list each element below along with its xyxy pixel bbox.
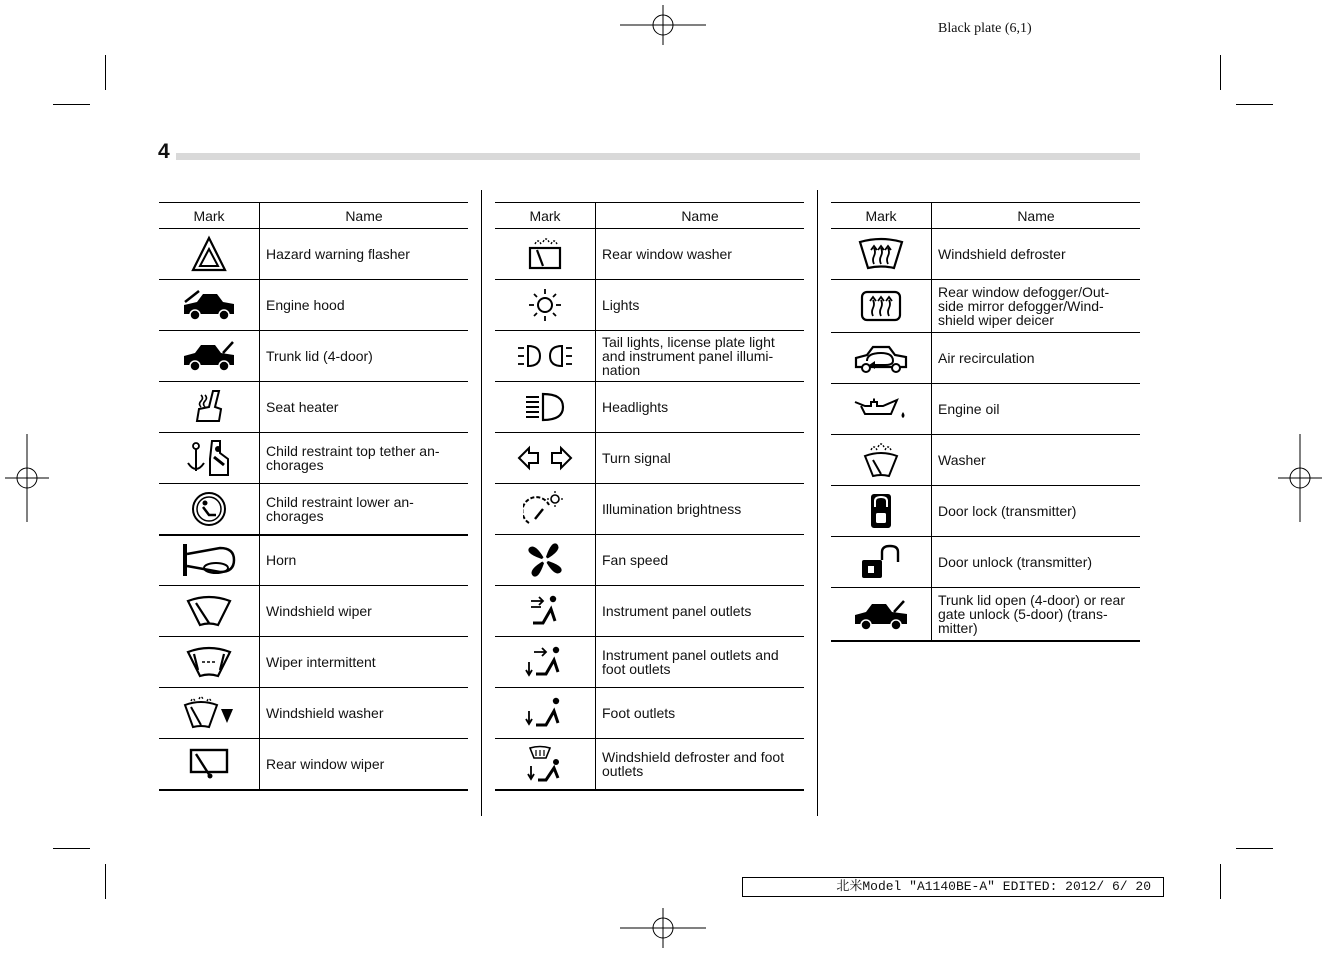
symbol-name: Headlights xyxy=(596,382,805,433)
header-bar xyxy=(176,153,1140,160)
illumination-brightness-icon xyxy=(523,489,567,529)
windshield-defroster-icon xyxy=(856,234,906,274)
door-unlock-icon xyxy=(858,542,904,582)
symbol-name: Hazard warning flasher xyxy=(260,229,469,280)
symbol-name: Fan speed xyxy=(596,535,805,586)
symbol-name: Door lock (transmitter) xyxy=(932,486,1141,537)
child-tether-icon xyxy=(184,437,234,479)
symbols-table-3 xyxy=(831,202,1140,642)
column-header-name: Name xyxy=(260,203,469,229)
engine-oil-icon xyxy=(853,394,909,424)
symbol-name: Rear window defogger/Out-side mirror defogger/Wind-shield wiper deicer xyxy=(932,280,1141,333)
symbol-name: Engine oil xyxy=(932,384,1141,435)
symbol-name: Tail lights, license plate light and instrument panel illumi-nation xyxy=(596,331,805,382)
symbol-name: Horn xyxy=(260,535,469,586)
wiper-intermittent-icon xyxy=(184,642,234,682)
symbol-name: Trunk lid (4-door) xyxy=(260,331,469,382)
edit-info-footer: 北米Model "A1140BE-A" EDITED: 2012/ 6/ 20 xyxy=(742,877,1164,897)
symbol-name: Windshield defroster and foot outlets xyxy=(596,739,805,790)
symbol-name: Child restraint top tether an-chorages xyxy=(260,433,469,484)
symbol-name: Rear window washer xyxy=(596,229,805,280)
symbol-name: Windshield wiper xyxy=(260,586,469,637)
child-lower-anchor-icon xyxy=(189,489,229,529)
crop-mark xyxy=(1236,104,1273,105)
crop-mark xyxy=(105,864,106,899)
crop-mark xyxy=(53,848,90,849)
symbol-name: Instrument panel outlets and foot outlets xyxy=(596,637,805,688)
column-divider xyxy=(817,190,818,816)
symbol-name: Lights xyxy=(596,280,805,331)
symbols-table-1 xyxy=(159,202,468,791)
engine-hood-icon xyxy=(181,288,237,322)
headlights-icon xyxy=(523,390,567,424)
foot-outlets-icon xyxy=(524,693,566,733)
lights-icon xyxy=(525,285,565,325)
symbol-name: Trunk lid open (4-door) or rear gate unlock (5-door) (trans-mitter) xyxy=(932,588,1141,641)
crop-mark xyxy=(105,55,106,90)
symbol-name: Turn signal xyxy=(596,433,805,484)
rear-window-wiper-icon xyxy=(188,746,230,782)
crop-mark xyxy=(53,104,90,105)
air-recirculation-icon xyxy=(853,341,909,375)
symbol-name: Child restraint lower an-chorages xyxy=(260,484,469,535)
door-lock-icon xyxy=(866,491,896,531)
column-header-mark: Mark xyxy=(159,203,260,229)
registration-mark-right xyxy=(1278,434,1322,522)
registration-mark-bottom xyxy=(620,908,706,948)
column-header-name: Name xyxy=(932,203,1141,229)
symbol-name: Illumination brightness xyxy=(596,484,805,535)
windshield-washer-icon xyxy=(181,693,237,733)
symbol-name: Door unlock (transmitter) xyxy=(932,537,1141,588)
symbol-name: Engine hood xyxy=(260,280,469,331)
symbol-name: Foot outlets xyxy=(596,688,805,739)
symbol-name: Instrument panel outlets xyxy=(596,586,805,637)
symbol-name: Washer xyxy=(932,435,1141,486)
panel-outlets-icon xyxy=(525,591,565,631)
panel-foot-outlets-icon xyxy=(524,642,566,682)
symbol-name: Windshield defroster xyxy=(932,229,1141,280)
crop-mark xyxy=(1220,864,1221,899)
symbol-name: Wiper intermittent xyxy=(260,637,469,688)
tail-lights-icon xyxy=(516,341,574,371)
registration-mark-top xyxy=(620,5,706,45)
horn-icon xyxy=(180,540,238,580)
column-header-mark: Mark xyxy=(831,203,932,229)
plate-label: Black plate (6,1) xyxy=(938,21,1032,36)
crop-mark xyxy=(1220,55,1221,90)
symbol-name: Air recirculation xyxy=(932,333,1141,384)
trunk-open-icon xyxy=(852,596,910,632)
symbol-name: Seat heater xyxy=(260,382,469,433)
windshield-wiper-icon xyxy=(184,591,234,631)
page-number: 4 xyxy=(158,140,170,163)
crop-mark xyxy=(1236,848,1273,849)
washer-icon xyxy=(861,440,901,480)
defroster-foot-icon xyxy=(524,744,566,784)
column-divider xyxy=(481,190,482,816)
rear-window-washer-icon xyxy=(525,234,565,274)
column-header-mark: Mark xyxy=(495,203,596,229)
symbols-table-2 xyxy=(495,202,804,791)
seat-heater-icon xyxy=(189,387,229,427)
rear-defogger-icon xyxy=(858,288,904,324)
column-header-name: Name xyxy=(596,203,805,229)
fan-speed-icon xyxy=(525,540,565,580)
registration-mark-left xyxy=(5,434,49,522)
symbol-name: Rear window wiper xyxy=(260,739,469,790)
trunk-lid-icon xyxy=(181,339,237,373)
hazard-warning-icon xyxy=(189,234,229,274)
symbol-name: Windshield washer xyxy=(260,688,469,739)
turn-signal-icon xyxy=(516,443,574,473)
